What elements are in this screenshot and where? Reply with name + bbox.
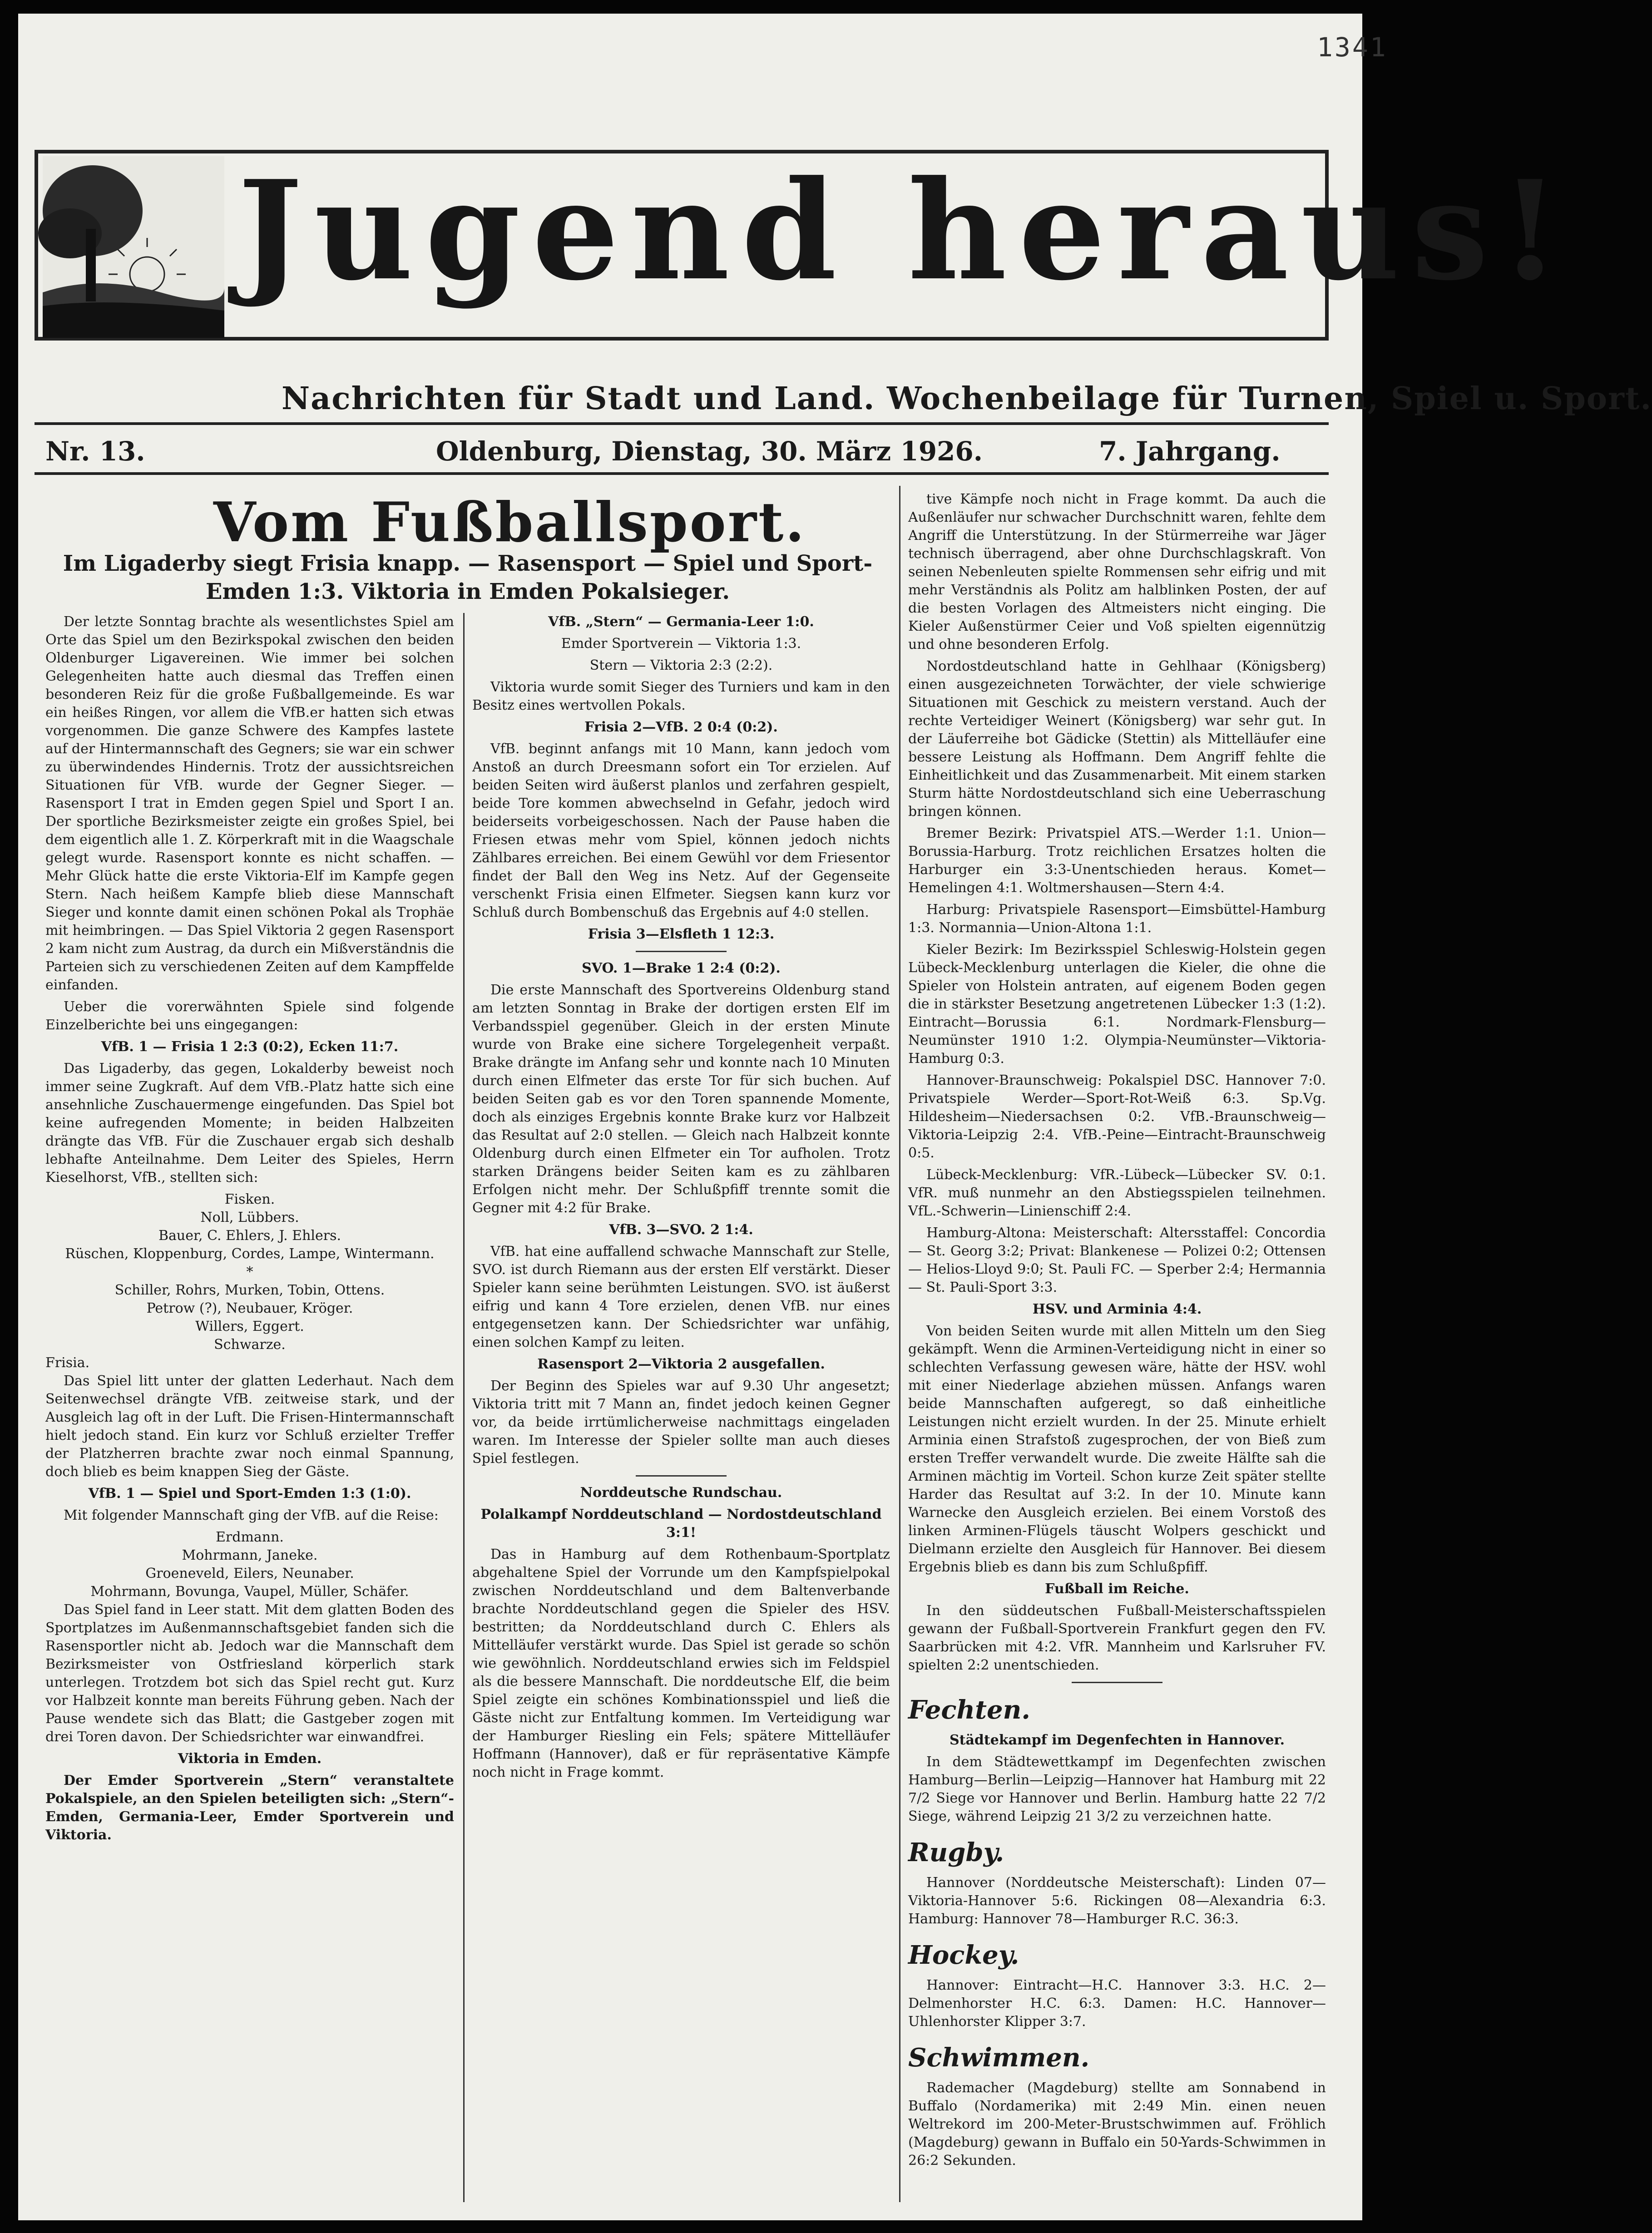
col1-paragraph: Das Spiel fand in Leer statt. Mit dem glatten Boden des Sportplatzes im Außenmannschaftsgebiet fanden sich die Rasensportler nicht ab. Jedoch war die Mannschaft dem Bezirksmeister von Ostfriesland körperlich stark unterlegen. Trotzdem bot sich das Spiel recht gut. Kurz vor Halbzeit konnte man bereits Führung geben. Nach der Pause wendete sich das Blatt; die Gastgeber zogen mit drei Toren davon. Der Schiedsrichter war einwandfrei.	[45, 1602, 454, 1745]
section-fechten-text: In dem Städtewettkampf im Degenfechten zwischen Hamburg—Berlin—Leipzig—Hannover hat Hamburg mit 22 7/2 Siege vor Hannover und Berlin. Hamburg hatte 22 7/2 Siege, während Leipzig 21 3/2 zu verzeichnen hatte.	[908, 1754, 1326, 1824]
section-fechten-title: Fechten.	[908, 1695, 1030, 1725]
section-hockey-text: Hannover: Eintracht—H.C. Hannover 3:3. H.C. 2—Delmenhorster H.C. 6:3. Damen: H.C. Hannover—Uhlenhorster Klipper 3:7.	[908, 1977, 1326, 2030]
col2-result: Stern — Viktoria 2:3 (2:2).	[589, 657, 773, 673]
lineup-line: Rüschen, Kloppenburg, Cordes, Lampe, Wintermann.	[65, 1246, 435, 1262]
col2-result: Frisia 3—Elsfleth 1 12:3.	[588, 926, 775, 942]
col2-paragraph: Die erste Mannschaft des Sportvereins Oldenburg stand am letzten Sonntag in Brake der dortigen ersten Elf im Verbandsspiel gegenüber. Gleich in der ersten Minute wurde von Brake eine sichere Torgelegenheit verpaßt. Brake drängte im Anfang sehr und konnte nach 10 Minuten durch einen Elfmeter das erste Tor für sich buchen. Auf beiden Seiten gab es vor den Toren spannende Momente, doch als einziges Ergebnis konnte Brake kurz vor Halbzeit das Resultat auf 2:0 stellen. — Gleich nach Halbzeit konnte Oldenburg durch einen Elfmeter ein Tor aufholen. Trotz starken Drängens beider Seiten kam es zu zählbaren Erfolgen nicht mehr. Der Schlußpfiff trennte somit die Gegner mit 4:2 für Brake.	[472, 982, 890, 1216]
col2-paragraph: Viktoria wurde somit Sieger des Turniers und kam in den Besitz eines wertvollen Pokals.	[472, 679, 890, 713]
col2-result: Emder Sportverein — Viktoria 1:3.	[561, 636, 801, 652]
column-divider	[899, 486, 900, 2202]
lineup-vfb-emden	[45, 1528, 454, 1601]
lineup-line: *	[246, 1264, 253, 1280]
col2-paragraph: Das in Hamburg auf dem Rothenbaum-Sportplatz abgehaltene Spiel der Vorrunde um den Kampfspielpokal zwischen Norddeutschland und dem Baltenverbande brachte Norddeutschland gegen die Spieler des HSV. bestritten; da Norddeutschland durch C. Ehlers als Mittelläufer verstärkt wurde. Das Spiel ist gerade so schön wie gewöhnlich. Norddeutschland erwies sich im Feldspiel als die bessere Mannschaft. Die norddeutsche Elf, die beim Spiel zeigte ein schönes Kombinationsspiel und ließ die Gäste nicht zur Entfaltung kommen. Im Verteidigung war der Hamburger Riesling ein Fels; spätere Mittelläufer Hoffmann (Hannover), daß er für repräsentative Kämpfe noch nicht in Frage kommt.	[472, 1546, 890, 1780]
section-rugby-text: Hannover (Norddeutsche Meisterschaft): Linden 07—Viktoria-Hannover 5:6. Rickingen 08—Alexandria 6:3. Hamburg: Hannover 78—Hamburger R.C. 36:3.	[908, 1875, 1326, 1927]
col3-heading: Fußball im Reiche.	[1045, 1581, 1189, 1597]
col1-paragraph: Das Ligaderby, das gegen, Lokalderby beweist noch immer seine Zugkraft. Auf dem VfB.-Platz hatte sich eine ansehnliche Zuschauermenge eingefunden. Das Spiel bot keine aufregenden Momente; in beiden Halbzeiten drängte das VfB. Für die Zuschauer ergab sich deshalb lebhafte Anteilnahme. Dem Leiter des Spieles, Herrn Kieselhorst, VfB., stellten sich:	[45, 1061, 454, 1186]
col2-heading: Norddeutsche Rundschau.	[580, 1485, 782, 1501]
col2-result: SVO. 1—Brake 1 2:4 (0:2).	[582, 960, 781, 976]
newspaper-page	[18, 14, 1652, 2220]
section-schwimmen-title: Schwimmen.	[908, 2043, 1090, 2073]
col2-subheading: Polalkampf Norddeutschland — Nordostdeutschland 3:1!	[480, 1507, 882, 1541]
col1-result: VfB. 1 — Spiel und Sport-Emden 1:3 (1:0).	[88, 1486, 411, 1502]
lineup-line: Willers, Eggert.	[195, 1319, 304, 1334]
col3-result: HSV. und Arminia 4:4.	[1032, 1301, 1202, 1317]
lineup-line: Fisken.	[224, 1191, 275, 1207]
col2-result: VfB. 3—SVO. 2 1:4.	[609, 1222, 753, 1238]
col2-result: Frisia 2—VfB. 2 0:4 (0:2).	[584, 719, 778, 735]
lineup-line: Mohrmann, Janeke.	[182, 1547, 318, 1563]
archive-page-number: 1341	[1317, 32, 1388, 63]
col2-paragraph: VfB. beginnt anfangs mit 10 Mann, kann jedoch vom Anstoß an durch Dreesmann sofort ein Tor erzielen. Auf beiden Seiten wird äußerst planlos und zerfahren gespielt, beide Tore kommen abwechselnd in Gefahr, jedoch wird beiderseits vorbeigeschossen. Nach der Pause haben die Friesen etwas mehr vom Spiel, können jedoch nichts Zählbares erreichen. Bei einem Gewühl vor dem Friesentor findet der Ball den Weg ins Netz. Auf der Gegenseite verschenkt Frisia einen Elfmeter. Siegsen kann kurz vor Schluß durch Bombenschuß das Ergebnis auf 4:0 stellen.	[472, 741, 890, 920]
lineup-line: Frisia.	[45, 1355, 90, 1371]
col2-result: Rasensport 2—Viktoria 2 ausgefallen.	[537, 1356, 825, 1372]
separator-rule	[636, 1475, 727, 1477]
lineup-line: Noll, Lübbers.	[200, 1210, 299, 1225]
newspaper-subtitle: Nachrichten für Stadt und Land. Wochenbeilage für Turnen, Spiel u. Sport.	[282, 380, 1652, 417]
lineup-line: Erdmann.	[216, 1529, 284, 1545]
issue-place-date: Oldenburg, Dienstag, 30. März 1926.	[436, 436, 983, 467]
issue-volume: 7. Jahrgang.	[1099, 436, 1281, 467]
col1-paragraph: Ueber die vorerwähnten Spiele sind folgende Einzelberichte bei uns eingegangen:	[45, 999, 454, 1033]
main-headline: Vom Fußballsport.	[213, 490, 806, 554]
section-schwimmen-text: Rademacher (Magdeburg) stellte am Sonnabend in Buffalo (Nordamerika) mit 2:49 Min. einen neuen Weltrekord im 200-Meter-Brustschwimmen auf. Fröhlich (Magdeburg) gewann in Buffalo ein 50-Yards-Schwimmen in 26:2 Sekunden.	[908, 2080, 1326, 2169]
col1-paragraph: Das Spiel litt unter der glatten Lederhaut. Nach dem Seitenwechsel drängte VfB. zeitweise stark, und der Ausgleich lag oft in der Luft. Die Frisen-Hintermannschaft hielt jedoch stand. Ein kurz vor Schluß erzielter Treffer der Platzherren brachte zwar noch einmal Spannung, doch blieb es beim knappen Sieg der Gäste.	[45, 1373, 454, 1480]
col3-paragraph: Lübeck-Mecklenburg: VfR.-Lübeck—Lübecker SV. 0:1. VfR. muß nunmehr an den Abstiegsspielen teilnehmen. VfL.-Schwerin—Linienschiff 2:4.	[908, 1167, 1326, 1219]
separator-rule	[636, 951, 727, 952]
header-rule-top	[35, 422, 1329, 425]
issue-number: Nr. 13.	[45, 436, 145, 467]
col3-paragraph: Bremer Bezirk: Privatspiel ATS.—Werder 1:1. Union—Borussia-Harburg. Trotz reichlichen Ersatzes holten die Harburger ein 3:3-Unentschieden heraus. Komet—Hemelingen 4:1. Woltmershausen—Stern 4:4.	[908, 825, 1326, 896]
lineup-vfb	[45, 1191, 454, 1372]
section-hockey-title: Hockey.	[908, 1940, 1019, 1970]
col3-paragraph: Hamburg-Altona: Meisterschaft: Altersstaffel: Concordia — St. Georg 3:2; Privat: Blankenese — Polizei 0:2; Ottensen — Helios-Lloyd 9:0; St. Pauli FC. — Sperber 2:4; Hermannia — St. Pauli-Sport 3:3.	[908, 1225, 1326, 1295]
col1-heading: Viktoria in Emden.	[178, 1751, 322, 1767]
lineup-line: Schwarze.	[214, 1337, 286, 1353]
header-rule-bottom	[35, 472, 1329, 475]
lineup-line: Mohrmann, Bovunga, Vaupel, Müller, Schäfer.	[90, 1584, 409, 1600]
main-subhead: Im Ligaderby siegt Frisia knapp. — Rasensport — Spiel und Sport-Emden 1:3. Viktoria in Emden Pokalsieger.	[63, 551, 873, 604]
col3-paragraph: Harburg: Privatspiele Rasensport—Eimsbüttel-Hamburg 1:3. Normannia—Union-Altona 1:1.	[908, 902, 1326, 936]
column-divider	[463, 613, 465, 2202]
column-2	[472, 613, 890, 2202]
col2-paragraph: Der Beginn des Spieles war auf 9.30 Uhr angesetzt; Viktoria tritt mit 7 Mann an, findet jedoch keinen Gegner vor, da beide irrtümlicherweise nachmittags eingeladen waren. Im Interesse der Spieler sollte man auch dieses Spiel festlegen.	[472, 1378, 890, 1467]
lineup-line: Bauer, C. Ehlers, J. Ehlers.	[158, 1228, 341, 1244]
col3-paragraph: tive Kämpfe noch nicht in Frage kommt. Da auch die Außenläufer nur schwacher Durchschnitt waren, fehlte dem Angriff die Unterstützung. In der Stürmerreihe war Jäger technisch überragend, aber ohne Durchschlagskraft. Von seinen Nebenleuten spielte Rommensen sehr eifrig und mit mehr Verständnis als Politz am halblinken Posten, der auf die besten Vorlagen des Altmeisters nicht einging. Die Kieler Außenstürmer Ceier und Voß spielten eigennützig und ohne besonderen Erfolg.	[908, 491, 1326, 652]
section-fechten-subtitle: Städtekampf im Degenfechten in Hannover.	[949, 1732, 1285, 1748]
column-3	[908, 490, 1326, 2202]
col3-paragraph: In den süddeutschen Fußball-Meisterschaftsspielen gewann der Fußball-Sportverein Frankfurt gegen den FV. Saarbrücken mit 4:2. VfR. Mannheim und Karlsruher FV. spielten 2:2 unentschieden.	[908, 1603, 1326, 1673]
masthead-frame	[35, 150, 1572, 341]
column-1	[45, 613, 454, 2202]
col1-paragraph: Mit folgender Mannschaft ging der VfB. auf die Reise:	[64, 1507, 439, 1523]
col3-paragraph: Nordostdeutschland hatte in Gehlhaar (Königsberg) einen ausgezeichneten Torwächter, der viele schwierige Situationen mit Geschick zu meistern verstand. Auch der rechte Verteidiger Weinert (Königsberg) war sehr gut. In der Läuferreihe bot Gädicke (Stettin) als Mittelläufer eine bessere Leistung als Hoffmann. Dem Angriff fehlte die Einheitlichkeit und das Zusammenarbeit. Mit einem starken Sturm hätte Nordostdeutschland sich eine Ueberraschung bringen können.	[908, 658, 1326, 820]
col3-paragraph: Kieler Bezirk: Im Bezirksspiel Schleswig-Holstein gegen Lübeck-Mecklenburg unterlagen die Kieler, die ohne die Spieler von Holstein antraten, auf eigenem Boden gegen die in stärkster Besetzung angetretenen Lübecker 1:3 (1:2). Eintracht—Borussia 6:1. Nordmark-Flensburg—Neumünster 1910 1:2. Olympia-Neumünster—Viktoria-Hamburg 0:3.	[908, 942, 1326, 1067]
col3-paragraph: Hannover-Braunschweig: Pokalspiel DSC. Hannover 7:0. Privatspiele Werder—Sport-Rot-Weiß 6:3. Sp.Vg. Hildesheim—Niedersachsen 0:2. VfB.-Braunschweig—Viktoria-Leipzig 2:4. VfB.-Peine—Eintracht-Braunschweig 0:5.	[908, 1072, 1326, 1161]
section-rugby-title: Rugby.	[908, 1838, 1004, 1867]
lineup-line: Groeneveld, Eilers, Neunaber.	[145, 1566, 354, 1581]
col1-paragraph-intro: Der letzte Sonntag brachte als wesentlichstes Spiel am Orte das Spiel um den Bezirkspokal zwischen den beiden Oldenburger Ligavereinen. Wie immer bei solchen Gelegenheiten hatte auch diesmal das Treffen einen besonderen Reiz für die große Fußballgemeinde. Es war ein heißes Ringen, vor allem die VfB.er hatten sich etwas vorgenommen. Die ganze Schwere des Kampfes lastete auf der Hintermannschaft des Gegners; sie war ein schwer zu überwindendes Hindernis. Trotz der aussichtsreichen Situationen für VfB. wurde der Gegner Sieger. — Rasensport I trat in Emden gegen Spiel und Sport I an. Der sportliche Bezirksmeister zeigte ein großes Spiel, bei dem eigentlich alle 1. Z. Körperkraft mit in die Waagschale gelegt wurde. Rasensport konnte es nicht schaffen. — Mehr Glück hatte die erste Viktoria-Elf im Kampfe gegen Stern. Nach heißem Kampfe blieb diese Mannschaft Sieger und konnte damit einen schönen Pokal als Trophäe mit heimbringen. — Das Spiel Viktoria 2 gegen Rasensport 2 kam nicht zum Austrag, da durch ein Mißverständnis die Parteien sich zu verschiedenen Zeiten auf dem Kampffelde einfanden.	[45, 614, 454, 993]
lineup-line: Schiller, Rohrs, Murken, Tobin, Ottens.	[114, 1282, 385, 1298]
col3-paragraph: Von beiden Seiten wurde mit allen Mitteln um den Sieg gekämpft. Wenn die Arminen-Verteidigung nicht in einer so schlechten Verfassung gewesen wäre, hätte der HSV. wohl mit einer Niederlage abziehen müssen. Anfangs waren beide Mannschaften aufgeregt, so daß einheitliche Leistungen nicht erzielt wurden. In der 25. Minute erhielt Arminia einen Strafstoß zugesprochen, der von Bieß zum ersten Treffer verwandelt wurde. Die zweite Hälfte sah die Arminen mächtig im Vorteil. Schon kurze Zeit später stellte Harder das Resultat auf 3:2. In der 10. Minute kann Warnecke den Ausgleich erzielen. Bei einem Vorstoß des linken Arminen-Flügels täuscht Wolpers geschickt und Dielmann erzielte den Ausgleich für Hannover. Bei diesem Ergebnis blieb es dann bis zum Schlußpfiff.	[908, 1323, 1326, 1575]
lineup-line: Petrow (?), Neubauer, Kröger.	[146, 1300, 353, 1316]
col1-result: VfB. 1 — Frisia 1 2:3 (0:2), Ecken 11:7.	[101, 1039, 399, 1055]
col1-paragraph: Der Emder Sportverein „Stern“ veranstaltete Pokalspiele, an den Spielen beteiligten sich: „Stern“-Emden, Germania-Leer, Emder Sportverein und Viktoria.	[45, 1773, 454, 1843]
newspaper-title: Jugend heraus!	[238, 150, 1572, 311]
landscape-sun-illustration	[43, 156, 224, 338]
col2-result: VfB. „Stern“ — Germania-Leer 1:0.	[548, 614, 814, 630]
separator-rule	[1072, 1682, 1162, 1683]
col2-paragraph: VfB. hat eine auffallend schwache Mannschaft zur Stelle, SVO. ist durch Riemann aus der ersten Elf verstärkt. Dieser Spieler kann seine berühmten Leistungen. SVO. ist äußerst eifrig und kann 4 Tore erzielen, denen VfB. nur eines entgegensetzen kann. Der Schiedsrichter war unfähig, einen solchen Kampf zu leiten.	[472, 1244, 890, 1350]
